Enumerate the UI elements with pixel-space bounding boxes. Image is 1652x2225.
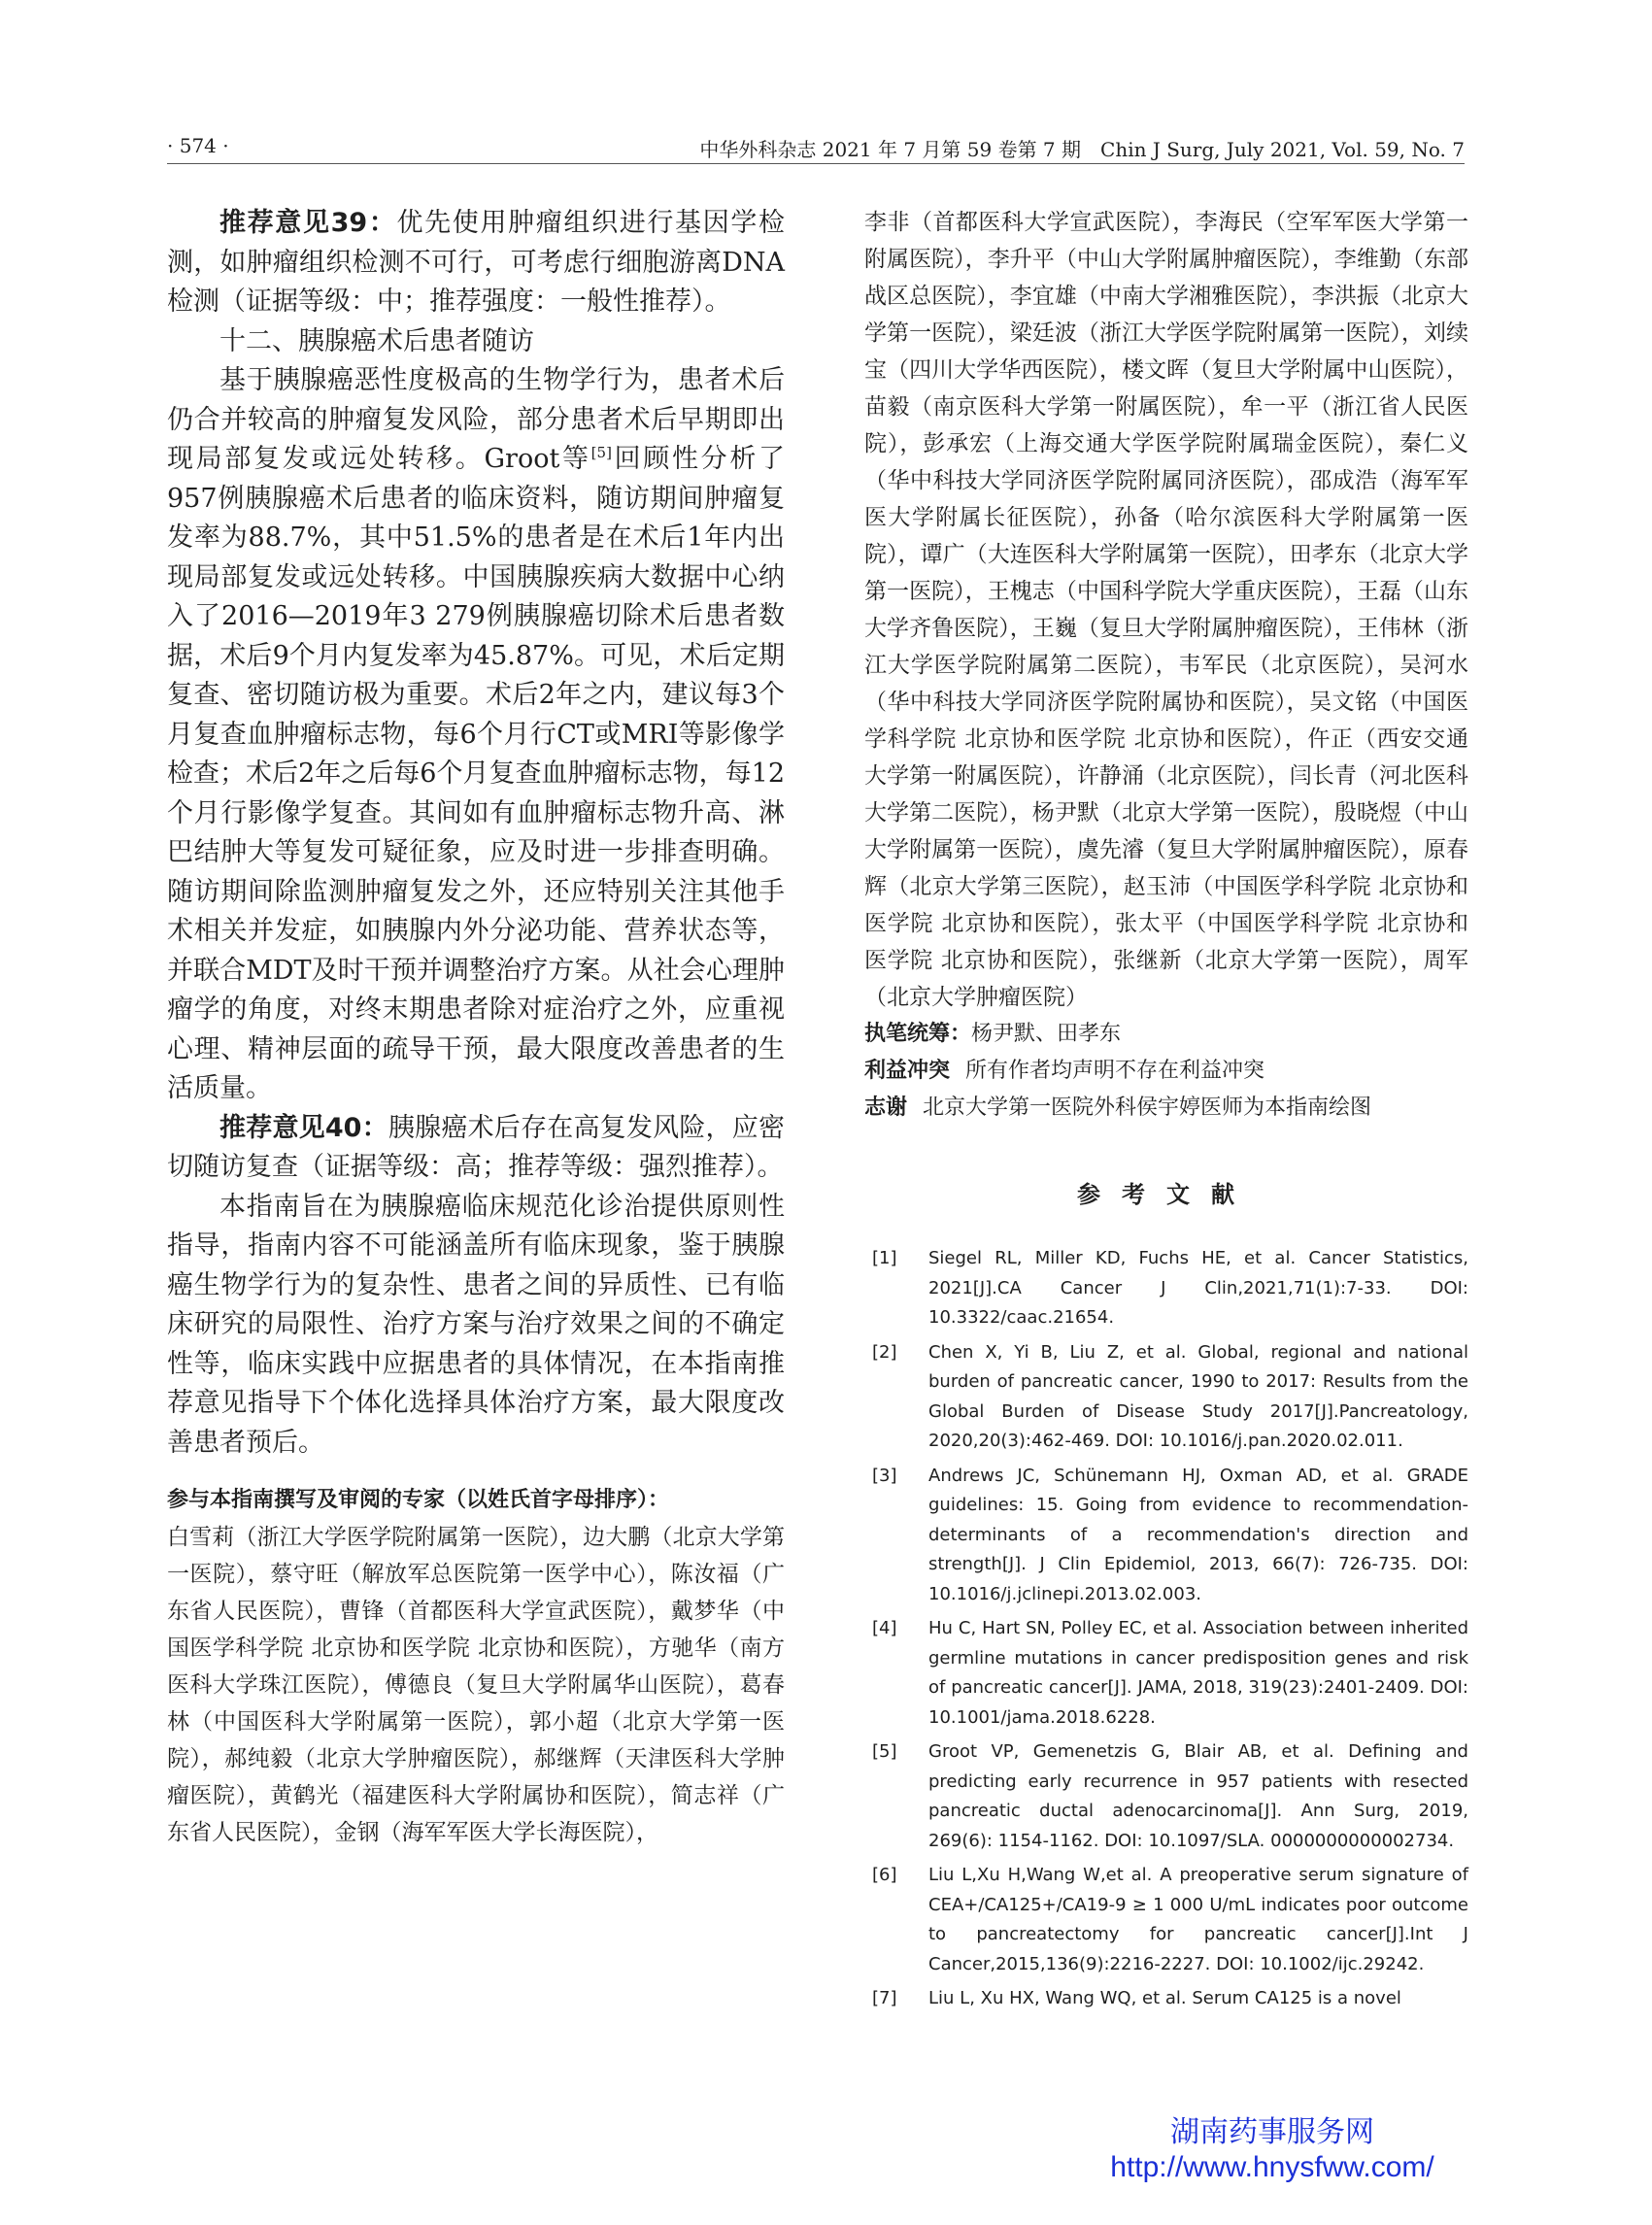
reference-list [864, 1244, 1468, 2014]
reference-text: Siegel RL, Miller KD, Fuchs HE, et al. Cancer Statistics, 2021[J].CA Cancer J Clin,2021,71(1):7-33. DOI: 10.3322/caac.21654. [928, 1248, 1468, 1328]
thanks-text: 北京大学第一医院外科侯宇婷医师为本指南绘图 [923, 1096, 1372, 1120]
reference-number: [1] [872, 1248, 897, 1268]
conflict-of-interest [864, 1053, 1468, 1090]
reference-text: Liu L, Xu HX, Wang WQ, et al. Serum CA125 is a novel [928, 1988, 1401, 2008]
reference-number: [2] [872, 1341, 897, 1363]
experts-heading: 参与本指南撰写及审阅的专家（以姓氏首字母排序）： [167, 1488, 670, 1512]
reference-item [864, 1338, 1468, 1457]
reference-text: Groot VP, Gemenetzis G, Blair AB, et al. Defining and predicting early recurrence in 957 patients with resected pancreatic ductal adenocarcinoma[J]. Ann Surg, 2019, 269(6): 1154-1162. DOI: 10.1097/SLA. 0000000000002734. [928, 1741, 1468, 1851]
citation-5[interactable]: [5] [590, 444, 612, 461]
reference-text: Andrews JC, Schünemann HJ, Oxman AD, et al. GRADE guidelines: 15. Going from evidence to recommendation-determinants of a recommendation's direction and strength[J]. J Clin Epidemiol, 2013, 66(7): 726-735. DOI: 10.1016/j.jclinepi.2013.02.003. [928, 1465, 1468, 1604]
reference-item [864, 1614, 1468, 1733]
closing-paragraph: 本指南旨在为胰腺癌临床规范化诊治提供原则性指导，指南内容不可能涵盖所有临床现象，鉴于胰腺癌生物学行为的复杂性、患者之间的异质性、已有临床研究的局限性、治疗方案与治疗效果之间的不确定性等，临床实践中应据患者的具体情况，在本指南推荐意见指导下个体化选择具体治疗方案，最大限度改善患者预后。 [167, 1191, 785, 1458]
left-column [167, 204, 785, 1851]
followup-paragraph [167, 361, 785, 1109]
reference-number: [4] [872, 1618, 897, 1638]
recommendation-40-text: 胰腺癌术后存在高复发风险，应密切随访复查（证据等级：高；推荐等级：强烈推荐）。 [167, 1112, 786, 1182]
recommendation-39-text: 优先使用肿瘤组织进行基因学检测，如肿瘤组织检测不可行，可考虑行细胞游离DNA检测（证据等级：中；推荐强度：一般性推荐）。 [167, 208, 785, 317]
acknowledgement [864, 1090, 1468, 1127]
recommendation-40-label: 推荐意见40： [219, 1112, 388, 1143]
running-header [167, 134, 1465, 163]
references-title: 参考文献 [1077, 1181, 1256, 1208]
right-column [864, 204, 1468, 2019]
watermark-url[interactable]: http://www.hnysfww.com/ [1110, 2151, 1434, 2183]
recommendation-39-label: 推荐意见39： [219, 208, 397, 238]
reference-text: Chen X, Yi B, Liu Z, et al. Global, regional and national burden of pancreatic cancer, 1990 to 2017: Results from the Global Burden of Disease Study 2017[J].Pancreatology, 2020,20(3):462-469. DOI: 10.1016/j.pan.2020.02.011. [928, 1341, 1468, 1451]
reference-number: [7] [872, 1988, 897, 2008]
reference-item [864, 1861, 1468, 1979]
header-rule [167, 163, 1465, 164]
writing-coordinators [864, 1016, 1468, 1053]
experts-list-part1: 白雪莉（浙江大学医学院附属第一医院），边大鹏（北京大学第一医院），蔡守旺（解放军总医院第一医学中心），陈汝福（广东省人民医院），曹锋（首都医科大学宣武医院），戴梦华（中国医学科学院 北京协和医学院 北京协和医院），方驰华（南方医科大学珠江医院），傅德良（复旦大学附属华山医院），葛春林（中国医科大学附属第一医院），郭小超（北京大学第一医院），郝纯毅（北京大学肿瘤医院），郝继辉（天津医科大学肿瘤医院），黄鹤光（福建医科大学附属协和医院），简志祥（广东省人民医院），金钢（海军军医大学长海医院）， [167, 1525, 785, 1845]
reference-number: [3] [872, 1465, 897, 1486]
followup-text-a: 基于胰腺癌恶性度极高的生物学行为，患者术后仍合并较高的肿瘤复发风险，部分患者术后早期即出现局部复发或远处转移。Groot等 [167, 365, 785, 474]
reference-item [864, 1244, 1468, 1333]
thanks-label: 志谢 [864, 1096, 908, 1120]
writing-label: 执笔统筹： [864, 1022, 972, 1046]
reference-item [864, 1462, 1468, 1610]
conflict-label: 利益冲突 [864, 1059, 951, 1083]
reference-text: Hu C, Hart SN, Polley EC, et al. Association between inherited germline mutations in cancer predisposition genes and risk of pancreatic cancer[J]. JAMA, 2018, 319(23):2401-2409. DOI: 10.1001/jama.2018.6228. [928, 1618, 1468, 1728]
reference-number: [5] [872, 1741, 897, 1762]
watermark [1068, 2115, 1476, 2185]
reference-item [864, 1737, 1468, 1856]
followup-text-b: 回顾性分析了957例胰腺癌术后患者的临床资料，随访期间肿瘤复发率为88.7%，其中51.5%的患者是在术后1年内出现局部复发或远处转移。中国胰腺疾病大数据中心纳入了2016—2019年3 279例胰腺癌切除术后患者数据，术后9个月内复发率为45.87%。可见，术后定期复查、密切随访极为重要。术后2年之内，建议每3个月复查血肿瘤标志物，每6个月行CT或MRI等影像学检查；术后2年之后每6个月复查血肿瘤标志物，每12个月行影像学复查。其间如有血肿瘤标志物升高、淋巴结肿大等复发可疑征象，应及时进一步排查明确。随访期间除监测肿瘤复发之外，还应特别关注其他手术相关并发症，如胰腺内外分泌功能、营养状态等，并联合MDT及时干预并调整治疗方案。从社会心理肿瘤学的角度，对终末期患者除对症治疗之外，应重视心理、精神层面的疏导干预，最大限度改善患者的生活质量。 [167, 444, 785, 1103]
journal-citation: 中华外科杂志 2021 年 7 月第 59 卷第 7 期 Chin J Surg, July 2021, Vol. 59, No. 7 [699, 138, 1465, 161]
watermark-site-name: 湖南药事服务网 [1170, 2116, 1374, 2148]
experts-list-part2: 李非（首都医科大学宣武医院），李海民（空军军医大学第一附属医院），李升平（中山大学附属肿瘤医院），李维勤（东部战区总医院），李宜雄（中南大学湘雅医院），李洪振（北京大学第一医院），梁廷波（浙江大学医学院附属第一医院），刘续宝（四川大学华西医院），楼文晖（复旦大学附属中山医院），苗毅（南京医科大学第一附属医院），牟一平（浙江省人民医院），彭承宏（上海交通大学医学院附属瑞金医院），秦仁义（华中科技大学同济医学院附属同济医院），邵成浩（海军军医大学附属长征医院），孙备（哈尔滨医科大学附属第一医院），谭广（大连医科大学附属第一医院），田孝东（北京大学第一医院），王槐志（中国科学院大学重庆医院），王磊（山东大学齐鲁医院），王巍（复旦大学附属肿瘤医院），王伟林（浙江大学医学院附属第二医院），韦军民（北京医院），吴河水（华中科技大学同济医学院附属协和医院），吴文铭（中国医学科学院 北京协和医学院 北京协和医院），仵正（西安交通大学第一附属医院），许静涌（北京医院），闫长青（河北医科大学第二医院），杨尹默（北京大学第一医院），殷晓煜（中山大学附属第一医院），虞先濬（复旦大学附属肿瘤医院），原春辉（北京大学第三医院），赵玉沛（中国医学科学院 北京协和医学院 北京协和医院），张太平（中国医学科学院 北京协和医学院 北京协和医院），张继新（北京大学第一医院），周军（北京大学肿瘤医院） [864, 210, 1468, 1010]
section-heading-12: 十二、胰腺癌术后患者随访 [219, 325, 534, 356]
recommendation-39 [167, 204, 785, 322]
writing-names: 杨尹默、田孝东 [971, 1022, 1122, 1046]
conflict-text: 所有作者均声明不存在利益冲突 [965, 1059, 1265, 1083]
reference-number: [6] [872, 1865, 897, 1885]
recommendation-40 [167, 1109, 785, 1188]
reference-text: Liu L,Xu H,Wang W,et al. A preoperative serum signature of CEA+/CA125+/CA19-9 ≥ 1 000 U/mL indicates poor outcome to pancreatectomy for pancreatic cancer[J].Int J Cancer,2015,136(9):2216-2227. DOI: 10.1002/ijc.29242. [928, 1865, 1468, 1974]
page-number: · 574 · [167, 134, 229, 157]
reference-item [864, 1984, 1468, 2014]
